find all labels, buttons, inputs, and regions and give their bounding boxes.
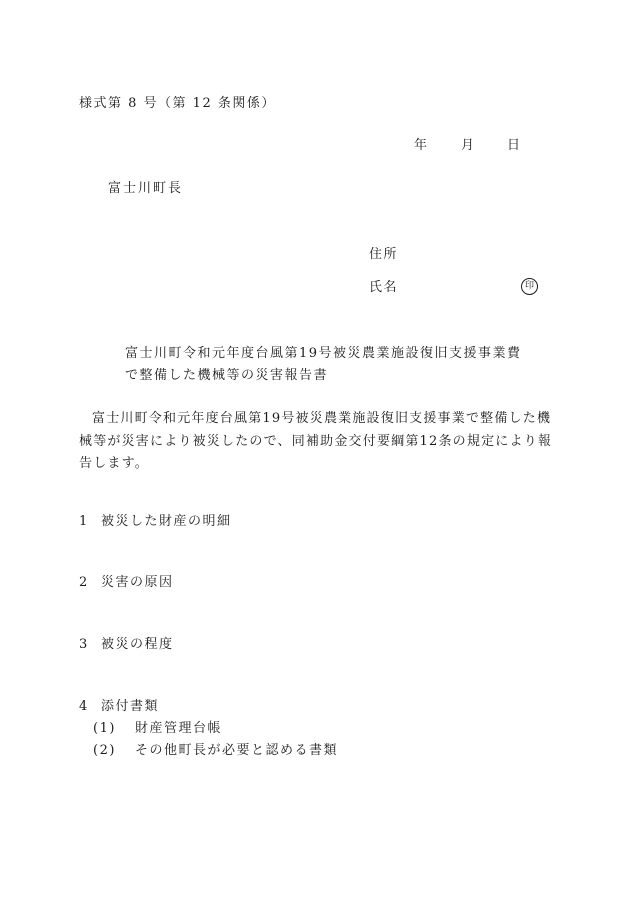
attachment-number: (2) <box>93 743 116 758</box>
seal-mark-icon: 印 <box>521 278 538 295</box>
attachment-label: 財産管理台帳 <box>135 721 223 736</box>
attachment-number: (1) <box>93 721 116 736</box>
body-paragraph: 富士川町令和元年度台風第19号被災農業施設復旧支援事業で整備した機械等が災害により被災したので、同補助金交付要綱第12条の規定により報告します。 <box>79 411 553 471</box>
date-month-label: 月 <box>461 138 476 153</box>
document-title-line2: で整備した機械等の災害報告書 <box>125 368 329 383</box>
attachment-item-1 <box>93 722 222 735</box>
section-number: 2 <box>79 575 89 590</box>
date-year-label: 年 <box>414 138 429 153</box>
section-label: 被災の程度 <box>101 637 174 652</box>
document-title-line1: 富士川町令和元年度台風第19号被災農業施設復旧支援事業費 <box>125 346 522 361</box>
address-label: 住所 <box>369 247 399 262</box>
section-4 <box>79 700 159 713</box>
section-label: 添付書類 <box>101 699 160 714</box>
addressee: 富士川町長 <box>108 181 184 196</box>
section-label: 被災した財産の明細 <box>101 514 232 529</box>
section-label: 災害の原因 <box>101 575 174 590</box>
date-day-label: 日 <box>507 138 522 153</box>
name-label: 氏名 <box>369 280 399 295</box>
section-number: 3 <box>79 637 89 652</box>
attachment-item-2 <box>93 744 338 757</box>
section-3 <box>79 638 174 651</box>
section-number: 1 <box>79 514 89 529</box>
attachment-label: その他町長が必要と認める書類 <box>135 743 339 758</box>
section-2 <box>79 576 174 589</box>
form-number: 様式第 8 号（第 12 条関係） <box>79 96 276 111</box>
section-number: 4 <box>79 699 89 714</box>
section-1 <box>79 515 232 528</box>
